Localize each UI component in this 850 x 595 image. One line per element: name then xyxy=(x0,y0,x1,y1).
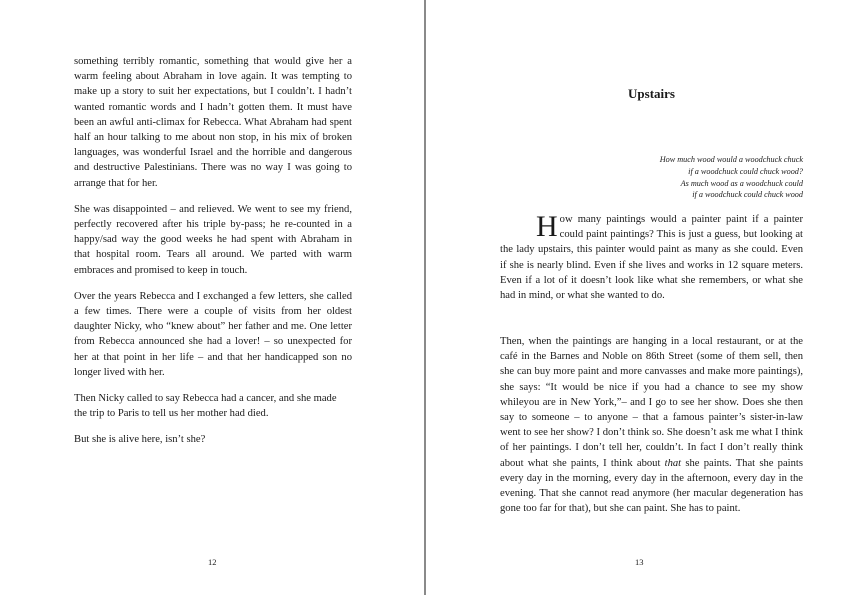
paragraph xyxy=(500,334,803,516)
emphasis-text: that xyxy=(664,457,682,469)
paragraph-text: Then, when the paintings are hanging in a local restaurant, or at the café in the Barnes and Noble on 86th Street (some of them sell, then she can buy more paint and more canvasses and make more paintings), she says: “It would be nice if you had a chance to see my show whileyou are in New York,”– and I go to see her show. Does she then say to someone – to anyone – that a famous painter’s sister-in-law went to see her show? I don’t think so. She doesn’t ask me what I think of her paintings. I don’t tell her, couldn’t. In fact I don’t really think about what she paints, I think about xyxy=(500,336,803,469)
paragraph: She was disappointed – and relieved. We went to see my friend, perfectly recovered after his triple by-pass; he re-counted in a happy/sad way the good weeks he had spent with Abraham in that hospital room. Tears all around. We parted with warm embraces and promised to keep in touch. xyxy=(74,203,352,276)
epigraph-line: As much wood as a woodchuck could xyxy=(680,178,803,188)
paragraph-body: ow many paintings would a painter paint if a painter could paint paintings? This is just a guess, but looking at the lady upstairs, this painter would paint as many as she could. Even if she is nearly blind. Even if she lives and works in 12 square meters. Even if a lot of it doesn’t look like what she remembers, or what she had in mind, or what she wanted to do. xyxy=(500,214,803,302)
epigraph xyxy=(586,154,803,201)
first-paragraph xyxy=(500,212,803,314)
epigraph-line: if a woodchuck could chuck wood? xyxy=(688,166,803,176)
drop-cap: H xyxy=(536,210,558,243)
epigraph-line: How much wood would a woodchuck chuck xyxy=(659,155,803,164)
page-number: 13 xyxy=(635,557,644,567)
paragraph: Then Nicky called to say Rebecca had a cancer, and she made the trip to Paris to tell us her mother had died. xyxy=(74,393,337,420)
paragraph: Over the years Rebecca and I exchanged a few letters, she called a few times. There were a couple of visits from her oldest daughter Nicky, who “knew about” her father and me. One letter from Rebecca announced she had a lover! – so unexpected for her at that point in her life – and that her handicapped son no longer lived with her. xyxy=(74,290,352,378)
left-page-text xyxy=(74,54,352,459)
chapter-title: Upstairs xyxy=(628,86,675,101)
page-number: 12 xyxy=(208,557,217,567)
paragraph: something terribly romantic, something that would give her a warm feeling about Abraham in love again. It was tempting to make up a story to suit her expectations, but I couldn’t. I hadn’t wanted romantic words and I hadn’t gotten them. It must have been an awful anti-climax for Rebecca. What Abraham had spent half an hour talking to me about non stop, in his mix of broken languages, was wonderful Israel and the horrible and dangerous and destructive Palestinians. There was no way I was going to arrange that for her. xyxy=(74,56,352,189)
second-paragraph xyxy=(500,334,803,527)
right-page xyxy=(426,0,850,595)
left-page xyxy=(0,0,424,595)
paragraph xyxy=(500,212,803,303)
paragraph: But she is alive here, isn’t she? xyxy=(74,434,206,446)
epigraph-line: if a woodchuck could chuck wood xyxy=(692,190,803,200)
paragraph-text: she paints. That she paints every day in the morning, every day in the afternoon, every day in the evening. That she cannot read anymore (her macular degeneration has gone too far for that), but she can paint. She has to paint. xyxy=(500,457,803,515)
